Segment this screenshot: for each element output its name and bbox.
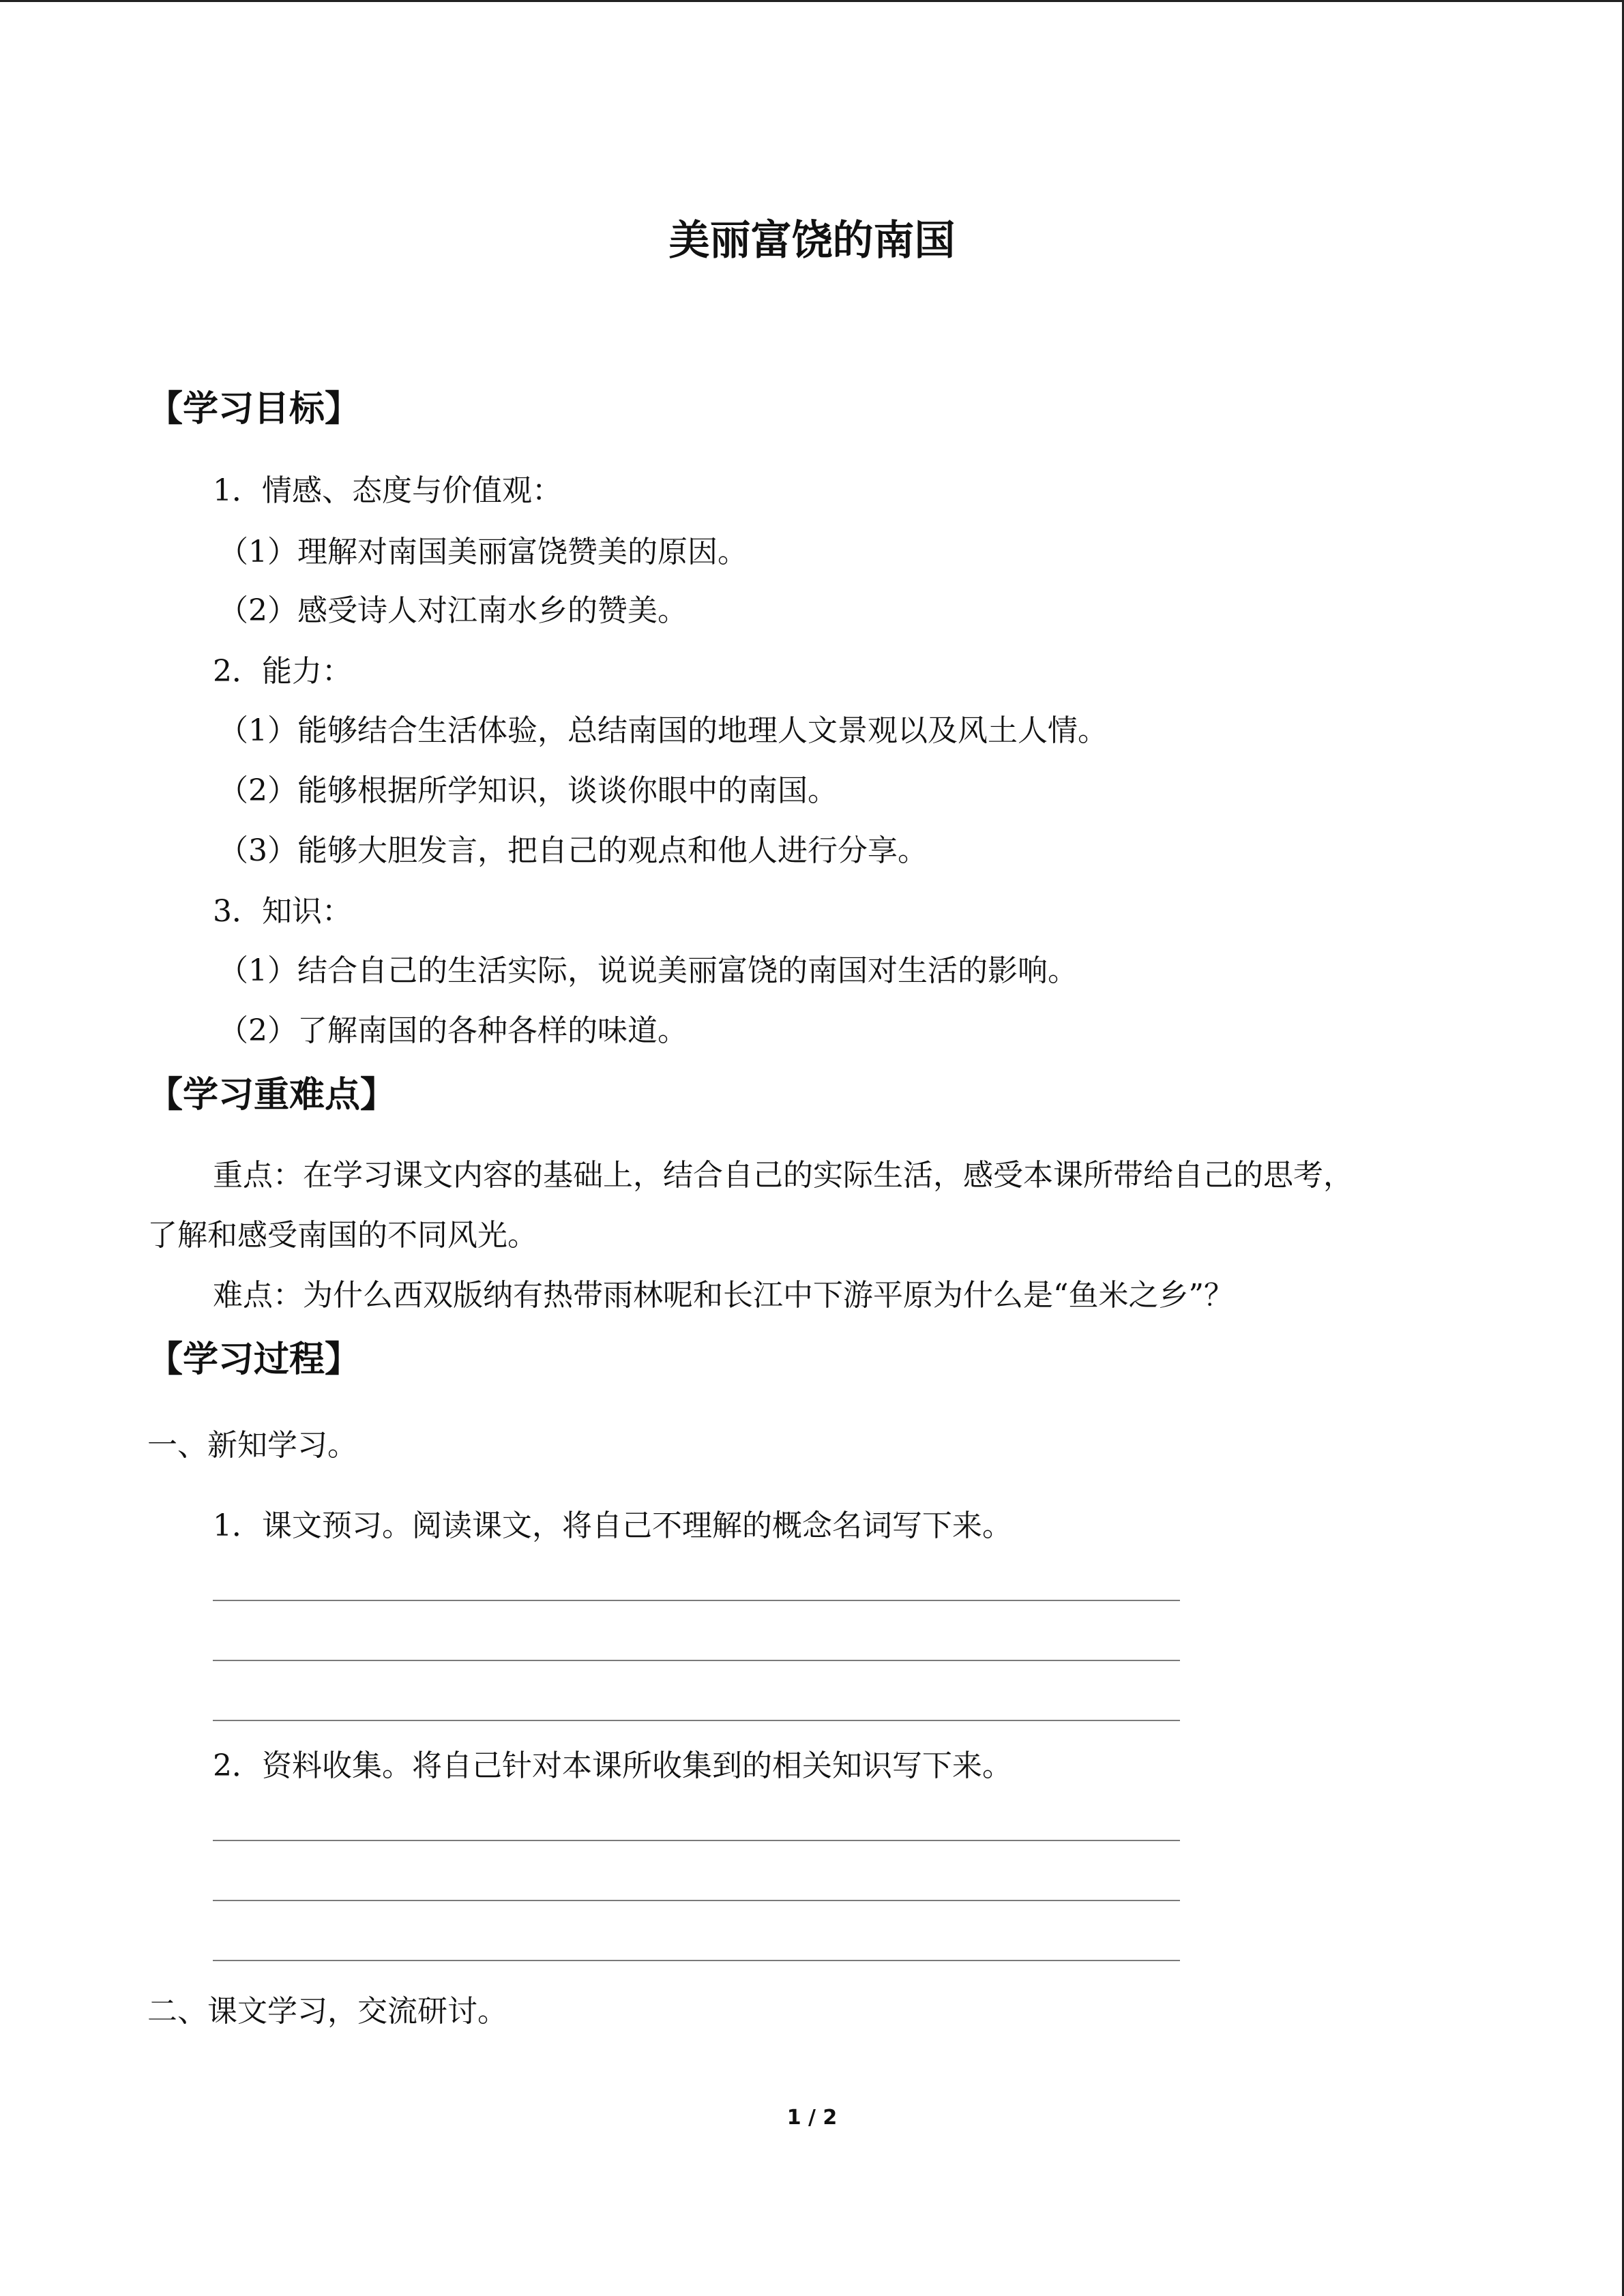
objective-item-8: 3．知识： — [213, 894, 352, 929]
objective-item-4: 2．能力： — [213, 654, 352, 689]
answer-line[interactable] — [213, 1720, 1180, 1721]
key-points-heading: 【学习重难点】 — [147, 1075, 396, 1116]
objective-item-7: （3）能够大胆发言，把自己的观点和他人进行分享。 — [218, 833, 928, 868]
page-number: 1 / 2 — [786, 2106, 838, 2130]
answer-line[interactable] — [213, 1600, 1180, 1601]
page-title: 美丽富饶的南国 — [668, 217, 956, 265]
difficulty-line: 难点：为什么西双版纳有热带雨林呢和长江中下游平原为什么是“鱼米之乡”？ — [213, 1278, 1234, 1313]
focus-line-2: 了解和感受南国的不同风光。 — [147, 1218, 537, 1253]
part-2-title: 二、课文学习，交流研讨。 — [147, 1994, 507, 2029]
objectives-heading: 【学习目标】 — [147, 389, 361, 430]
objective-item-10: （2）了解南国的各种各样的味道。 — [218, 1013, 688, 1048]
objective-item-3: （2）感受诗人对江南水乡的赞美。 — [218, 593, 688, 628]
objective-item-6: （2）能够根据所学知识，谈谈你眼中的南国。 — [218, 773, 838, 808]
part-1-title: 一、新知学习。 — [147, 1428, 357, 1463]
objective-item-5: （1）能够结合生活体验，总结南国的地理人文景观以及风土人情。 — [218, 713, 1108, 748]
objective-item-1: 1．情感、态度与价值观： — [213, 473, 562, 508]
page-top-border — [0, 0, 1624, 2]
answer-line[interactable] — [213, 1960, 1180, 1961]
answer-line[interactable] — [213, 1900, 1180, 1901]
task-2-text: 2．资料收集。将自己针对本课所收集到的相关知识写下来。 — [213, 1748, 1012, 1783]
answer-line[interactable] — [213, 1840, 1180, 1841]
objective-item-9: （1）结合自己的生活实际，说说美丽富饶的南国对生活的影响。 — [218, 953, 1078, 988]
task-1-text: 1．课文预习。阅读课文，将自己不理解的概念名词写下来。 — [213, 1508, 1012, 1543]
process-heading: 【学习过程】 — [147, 1339, 361, 1380]
answer-line[interactable] — [213, 1660, 1180, 1661]
objective-item-2: （1）理解对南国美丽富饶赞美的原因。 — [218, 535, 748, 569]
focus-line-1: 重点：在学习课文内容的基础上，结合自己的实际生活，感受本课所带给自己的思考， — [213, 1158, 1353, 1193]
